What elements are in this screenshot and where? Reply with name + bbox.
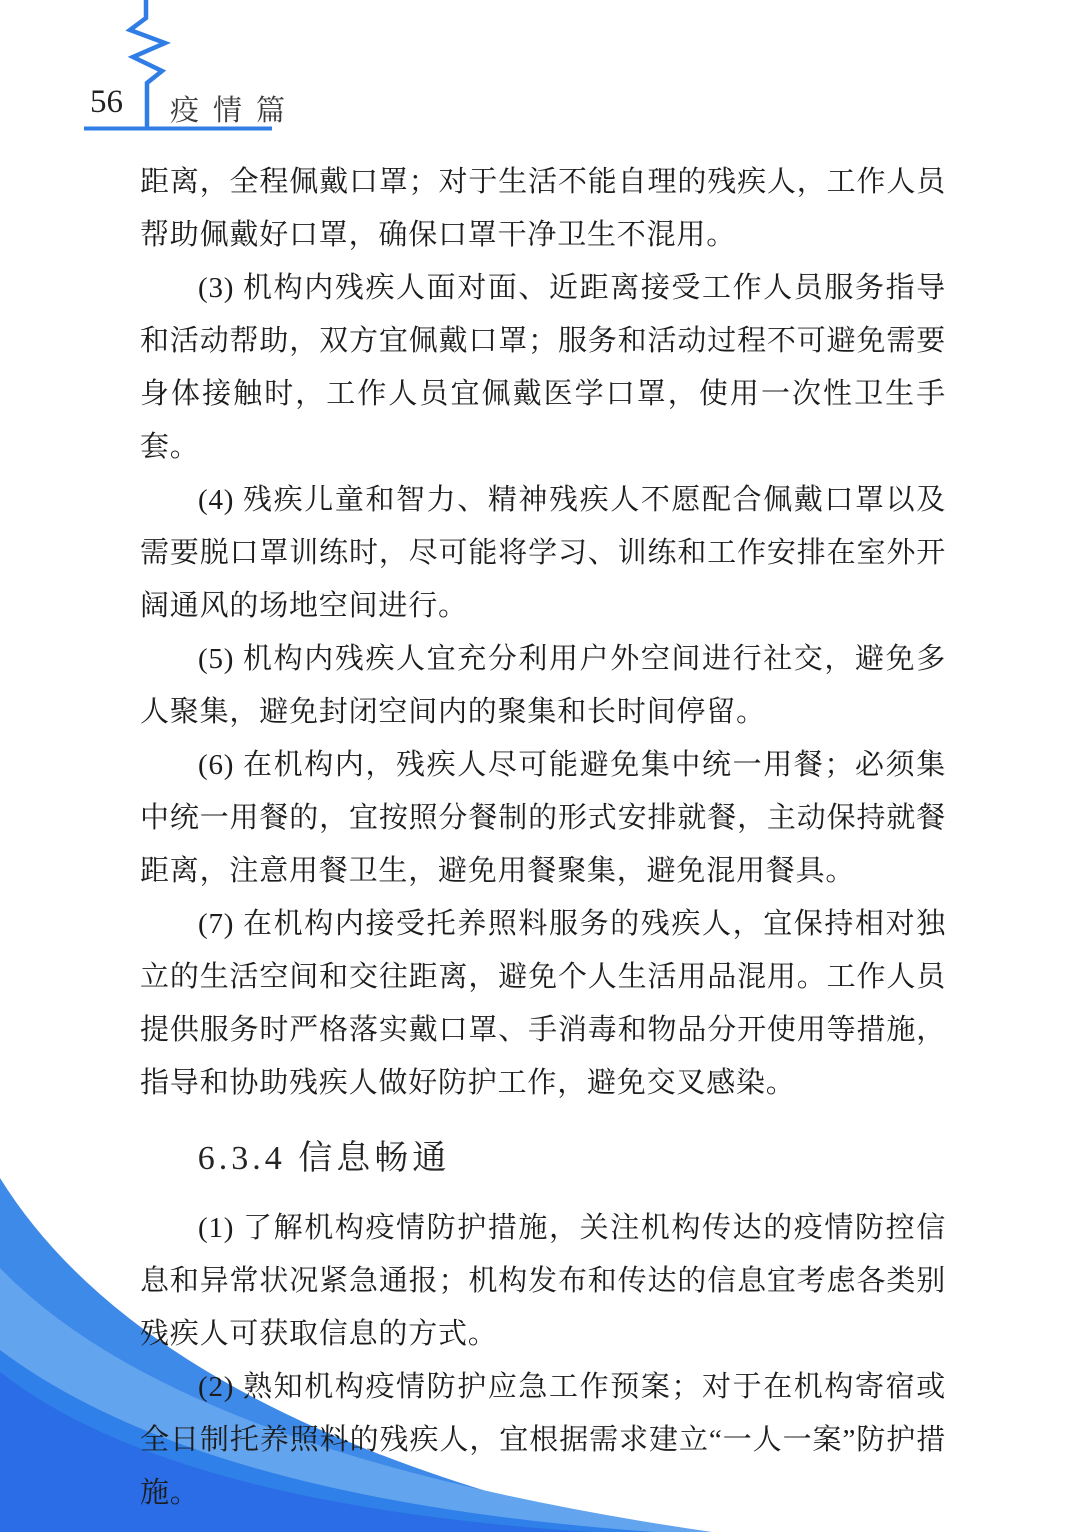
paragraph-item-5: (5) 机构内残疾人宜充分利用户外空间进行社交，避免多人聚集，避免封闭空间内的聚集和长时间停留。 <box>140 643 946 728</box>
paragraph-item-7: (7) 在机构内接受托养照料服务的残疾人，宜保持相对独立的生活空间和交往距离，避免个人生活用品混用。工作人员提供服务时严格落实戴口罩、手消毒和物品分开使用等措施，指导和协助残疾人做好防护工作，避免交叉感染。 <box>140 908 946 1099</box>
paragraph-item-2: (2) 熟知机构疫情防护应急工作预案；对于在机构寄宿或全日制托养照料的残疾人，宜根据需求建立“一人一案”防护措施。 <box>140 1371 946 1509</box>
paragraph-item-3: (3) 机构内残疾人面对面、近距离接受工作人员服务指导和活动帮助，双方宜佩戴口罩；服务和活动过程不可避免需要身体接触时，工作人员宜佩戴医学口罩，使用一次性卫生手套。 <box>140 272 946 463</box>
paragraph-item-6: (6) 在机构内，残疾人尽可能避免集中统一用餐；必须集中统一用餐的，宜按照分餐制的形式安排就餐，主动保持就餐距离，注意用餐卫生，避免用餐聚集，避免混用餐具。 <box>140 749 946 887</box>
paragraph-continuation: 距离，全程佩戴口罩；对于生活不能自理的残疾人，工作人员帮助佩戴好口罩，确保口罩干净卫生不混用。 <box>140 166 946 251</box>
page-number: 56 <box>90 84 123 120</box>
section-heading: 6.3.4 信息畅通 <box>197 1140 451 1177</box>
zigzag-rule-line <box>130 0 165 129</box>
chapter-title: 疫情篇 <box>170 95 300 127</box>
body-text-block <box>140 156 946 1520</box>
paragraph-item-4: (4) 残疾儿童和智力、精神残疾人不愿配合佩戴口罩以及需要脱口罩训练时，尽可能将学习、训练和工作安排在室外开阔通风的场地空间进行。 <box>140 484 946 622</box>
paragraph-item-1: (1) 了解机构疫情防护措施，关注机构传达的疫情防控信息和异常状况紧急通报；机构发布和传达的信息宜考虑各类别残疾人可获取信息的方式。 <box>140 1212 946 1350</box>
